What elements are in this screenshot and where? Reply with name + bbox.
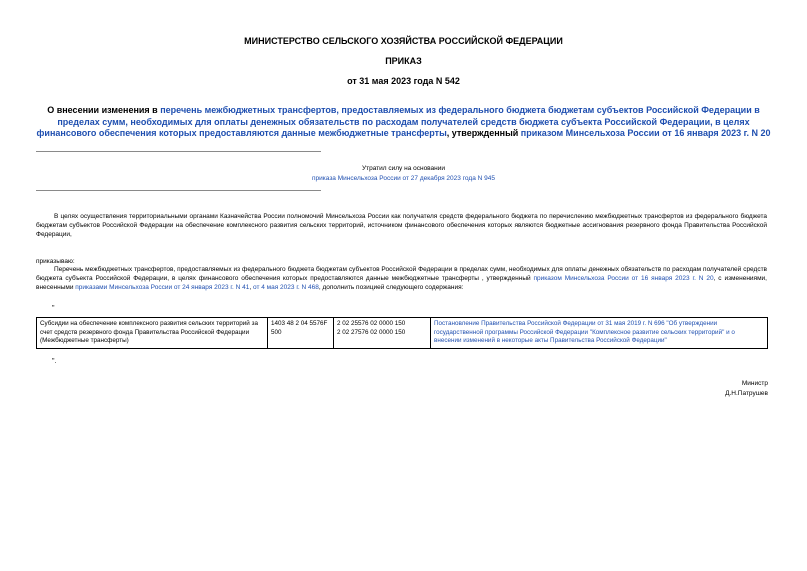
- link-order-41[interactable]: приказами Минсельхоза России от 24 января 2023 г. N 41: [75, 284, 250, 291]
- heading-text: , утвержденный: [446, 128, 521, 138]
- document-heading: [36, 105, 771, 140]
- lost-force-note: [0, 164, 807, 184]
- table-cell-income-codes: [334, 318, 431, 349]
- quote-close: ".: [52, 358, 57, 365]
- lost-force-link[interactable]: приказа Минсельхоза России от 27 декабря 2023 года N 945: [312, 175, 495, 182]
- heading-text: О внесении изменения в: [47, 105, 161, 115]
- heading-link-transfer-list[interactable]: перечень межбюджетных трансфертов, предоставляемых из федерального бюджета бюджетам субъектов Российской Федерации в пределах сумм, необходимых для оплаты денежных обязательств по расходам получателей средств бюджета субъекта Российской Федерации, в целях финансового обеспечения которых предоставляются данные межбюджетные трансферты: [36, 105, 760, 138]
- order-word: приказываю:: [36, 258, 75, 265]
- signature-name: Д.Н.Патрушев: [725, 390, 768, 397]
- heading-link-order-20[interactable]: приказом Минсельхоза России от 16 января 2023 г. N 20: [520, 128, 771, 138]
- signature-position: Министр: [741, 380, 768, 387]
- table-cell-name: Субсидии на обеспечение комплексного развития сельских территорий за счет средств резервного фонда Правительства Российской Федерации (Межбюджетные трансферты): [37, 318, 268, 349]
- doc-type: ПРИКАЗ: [385, 56, 422, 66]
- table-cell-basis-link[interactable]: Постановление Правительства Российской Федерации от 31 мая 2019 г. N 696 "Об утверждении государственной программы Российской Федерации "Комплексное развитие сельских территорий" и о внесении изменений в некоторые акты Правительства Российской Федерации": [431, 318, 768, 349]
- income-code-1: 2 02 25576 02 0000 150: [337, 320, 406, 327]
- order-text: , дополнить позицией следующего содержания:: [318, 284, 464, 291]
- order-text: , с изменениями, внесенными: [36, 275, 767, 291]
- divider-top: [36, 151, 321, 152]
- quote-open: ": [52, 305, 55, 312]
- preamble-paragraph: В целях осуществления территориальными органами Казначейства России полномочий Минсельхоза России как получателя средств федерального бюджета по перечислению межбюджетных трансфертов из федерального бюджета бюджетам субъектов Российской Федерации на обеспечение комплексного развития сельских территорий, источником финансового обеспечения которых являются бюджетные ассигнования резервного фонда Правительства Российской Федерации,: [36, 213, 767, 238]
- order-text: ,: [249, 284, 253, 291]
- link-order-20[interactable]: приказом Минсельхоза России от 16 января 2023 г. N 20: [533, 275, 714, 282]
- table-row: [37, 318, 768, 349]
- lost-force-label: Утратил силу на основании: [361, 165, 446, 172]
- order-paragraph: [36, 265, 767, 292]
- transfer-table: [36, 317, 768, 349]
- table-cell-code: 1403 48 2 04 5576F 500: [268, 318, 334, 349]
- doc-date: от 31 мая 2023 года N 542: [347, 76, 460, 86]
- order-text: Перечень межбюджетных трансфертов, предоставляемых из федерального бюджета бюджетам субъектов Российской Федерации в пределах сумм, необходимых для оплаты денежных обязательств по расходам получателей средств бюджета субъекта Российской Федерации, в целях финансового обеспечения которых предоставляются данные межбюджетные трансферты , утвержденный: [36, 266, 767, 282]
- ministry-title: МИНИСТЕРСТВО СЕЛЬСКОГО ХОЗЯЙСТВА РОССИЙСКОЙ ФЕДЕРАЦИИ: [244, 36, 563, 46]
- income-code-2: 2 02 27576 02 0000 150: [337, 328, 406, 336]
- link-order-468[interactable]: от 4 мая 2023 г. N 468: [252, 284, 319, 291]
- divider-bottom: [36, 190, 321, 191]
